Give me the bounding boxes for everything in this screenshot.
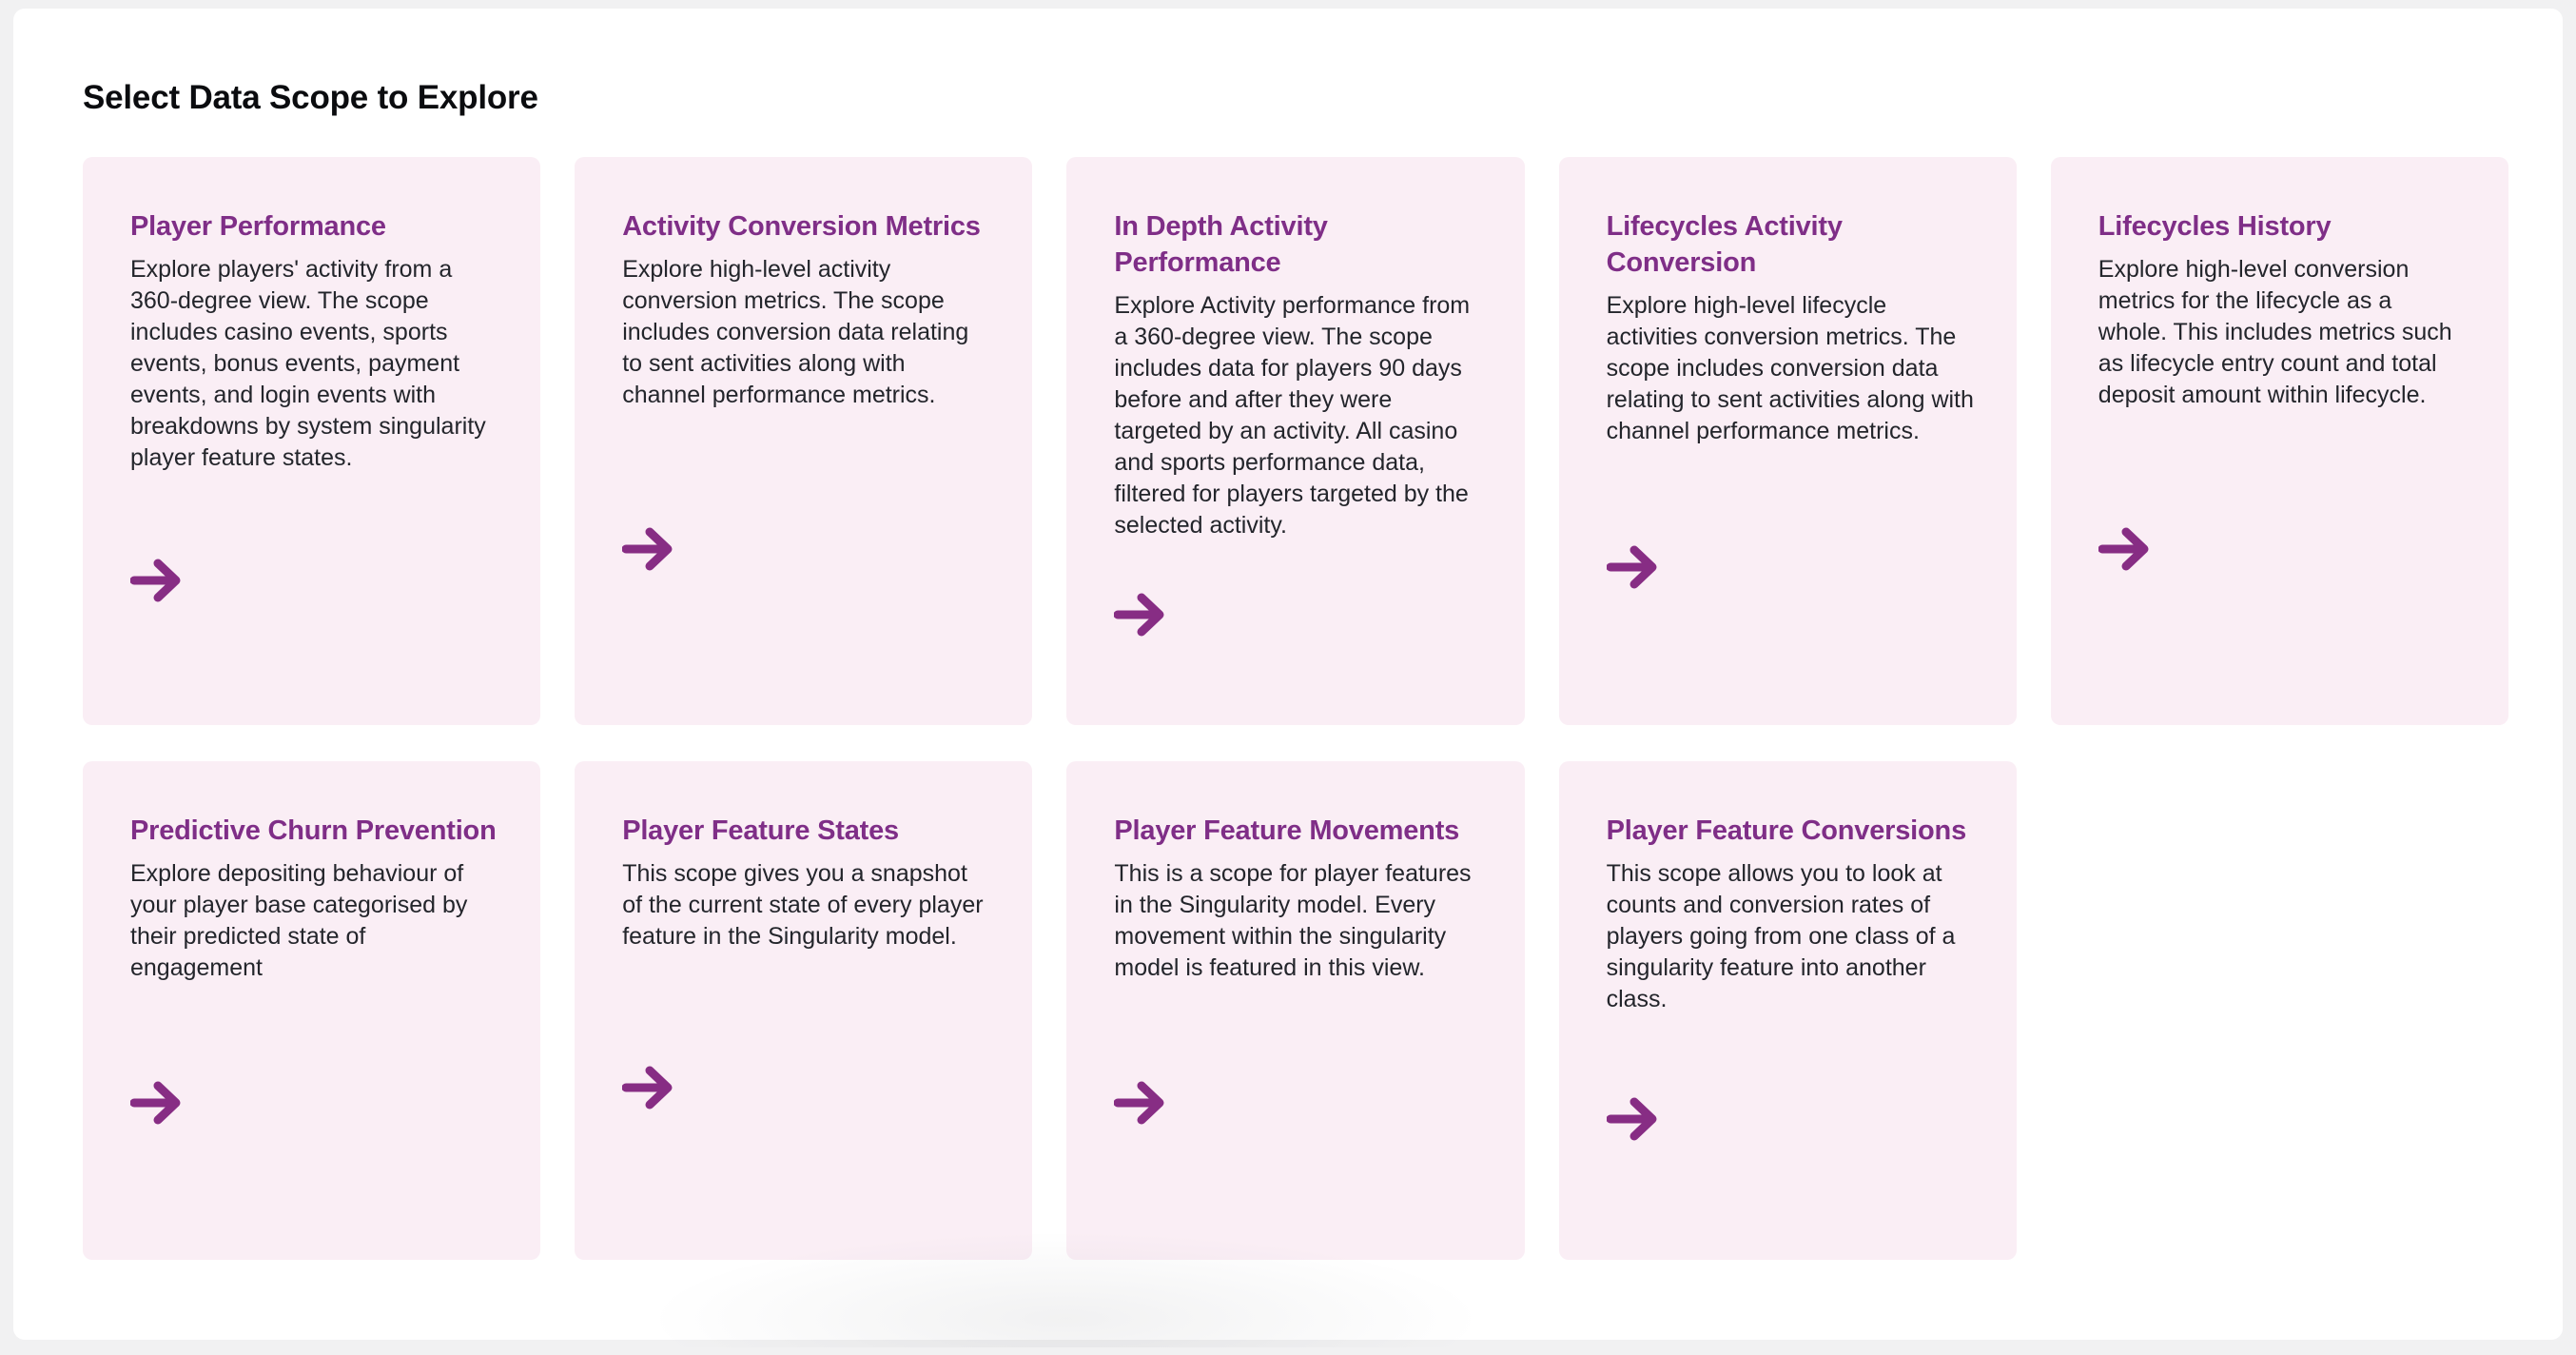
- scope-card-player-feature-movements[interactable]: [1066, 761, 1524, 1260]
- scope-card-player-feature-conversions[interactable]: [1559, 761, 2017, 1260]
- arrow-right-icon[interactable]: [1114, 593, 1169, 637]
- card-description: This scope gives you a snapshot of the current state of every player feature in the Singularity model.: [622, 860, 984, 950]
- card-action: [1114, 541, 1482, 687]
- card-action: [1607, 1015, 1975, 1222]
- arrow-right-icon[interactable]: [1607, 1097, 1662, 1141]
- card-action: [130, 984, 498, 1222]
- scope-card-lifecycles-activity-conversion[interactable]: [1559, 157, 2017, 725]
- arrow-right-icon[interactable]: [2098, 527, 2154, 571]
- card-description: This is a scope for player features in the Singularity model. Every movement within the singularity model is featured in this view.: [1114, 860, 1472, 981]
- card-action: [1114, 984, 1482, 1222]
- card-title: Player Feature States: [622, 815, 899, 846]
- card-description: Explore high-level lifecycle activities conversion metrics. The scope includes conversion data relating to sent activities along with channel performance metrics.: [1606, 292, 1974, 444]
- arrow-right-icon[interactable]: [130, 1081, 185, 1125]
- data-scope-panel: [13, 9, 2563, 1340]
- scope-card-activity-conversion-metrics[interactable]: [575, 157, 1032, 725]
- arrow-right-icon[interactable]: [622, 1066, 677, 1110]
- scope-card-lifecycles-history[interactable]: [2051, 157, 2508, 725]
- scope-card-predictive-churn-prevention[interactable]: [83, 761, 540, 1260]
- card-title: Player Feature Movements: [1114, 815, 1460, 846]
- arrow-right-icon[interactable]: [130, 559, 185, 602]
- card-description: Explore Activity performance from a 360-degree view. The scope includes data for players 90 days before and after they were targeted by an activity. All casino and sports performance data, filtered for players targeted by the selected activity.: [1114, 292, 1471, 539]
- card-description: Explore high-level conversion metrics for the lifecycle as a whole. This includes metrics such as lifecycle entry count and total deposit amount within lifecycle.: [2098, 256, 2452, 408]
- card-title: In Depth Activity Performance: [1114, 211, 1328, 278]
- card-description: Explore high-level activity conversion metrics. The scope includes conversion data relating to sent activities along with channel performance metrics.: [622, 256, 969, 408]
- card-action: [2098, 411, 2467, 687]
- card-title: Player Performance: [130, 211, 386, 242]
- card-title: Predictive Churn Prevention: [130, 815, 497, 846]
- scope-card-grid: [83, 157, 2508, 1260]
- card-action: [1607, 447, 1975, 687]
- arrow-right-icon[interactable]: [1607, 545, 1662, 589]
- card-title: Lifecycles Activity Conversion: [1606, 211, 1843, 278]
- page-title: Select Data Scope to Explore: [83, 79, 538, 116]
- scope-card-player-feature-states[interactable]: [575, 761, 1032, 1260]
- arrow-right-icon[interactable]: [1114, 1081, 1169, 1125]
- card-action: [622, 952, 990, 1222]
- card-description: Explore depositing behaviour of your player base categorised by their predicted state of engagement: [130, 860, 468, 981]
- card-description: This scope allows you to look at counts and conversion rates of players going from one class of a singularity feature into another class.: [1606, 860, 1956, 1012]
- card-title: Lifecycles History: [2098, 211, 2332, 242]
- card-title: Player Feature Conversions: [1606, 815, 1966, 846]
- scope-card-player-performance[interactable]: [83, 157, 540, 725]
- card-action: [130, 474, 498, 687]
- card-title: Activity Conversion Metrics: [622, 211, 981, 242]
- card-description: Explore players' activity from a 360-degree view. The scope includes casino events, sports events, bonus events, payment events, and login events with breakdowns by system singularity player feature states.: [130, 256, 486, 471]
- arrow-right-icon[interactable]: [622, 527, 677, 571]
- card-action: [622, 411, 990, 687]
- scope-card-in-depth-activity-performance[interactable]: [1066, 157, 1524, 725]
